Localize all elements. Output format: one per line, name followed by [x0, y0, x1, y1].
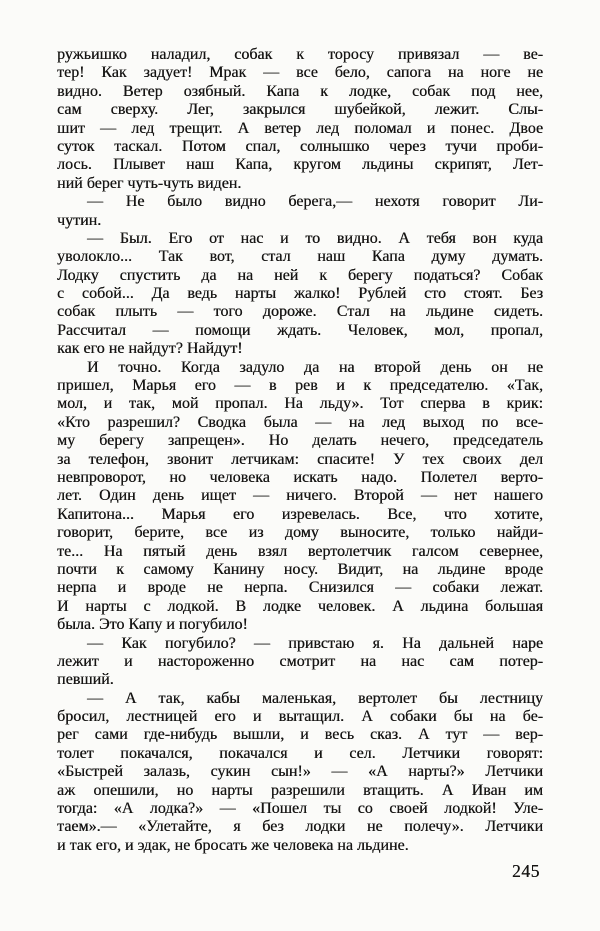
- paragraph: [57, 359, 543, 635]
- page-number: 245: [511, 861, 540, 882]
- text-line: и так его, и эдак, не бросать же человека на льдине.: [57, 836, 409, 854]
- text-line: тогда: «А лодка?» — «Пошел ты со своей лодкой! Уле-: [57, 800, 543, 818]
- text-line: И точно. Когда задуло да на второй день он не: [87, 358, 543, 376]
- text-line: говорит, берите, все из дому выносите, только найди-: [57, 524, 543, 542]
- paragraph: [57, 193, 543, 230]
- text-line: сам сверху. Лег, закрылся шубейкой, лежит. Слы-: [57, 101, 543, 119]
- text-line: ний берег чуть-чуть виден.: [57, 174, 242, 192]
- text-line: «Быстрей залазь, сукин сын!» — «А нарты?» Летчики: [57, 763, 543, 781]
- text-line: уволокло... Так вот, стал наш Капа думу думать.: [57, 248, 543, 266]
- paragraph: [57, 230, 543, 359]
- text-line: шит — лед трещит. А ветер лед поломал и понес. Двое: [57, 119, 543, 137]
- text-line: аж опешили, но нарты разрешили втащить. А Иван им: [57, 781, 543, 799]
- text-line: как его не найдут? Найдут!: [57, 340, 243, 358]
- text-line: за телефон, звонит летчикам: спасите! У тех своих дел: [57, 450, 543, 468]
- text-line: таем».— «Улетайте, я без лодки не полечу». Летчики: [57, 818, 543, 836]
- text-line: нерпа и вроде не нерпа. Снизился — собаки лежат.: [57, 579, 543, 597]
- text-line: мол, и так, мой пропал. На льду». Тот сперва в крик:: [57, 395, 543, 413]
- text-line: видно. Ветер озябный. Капа к лодке, собак под нее,: [57, 82, 543, 100]
- text-line: почти к самому Канину носу. Видит, на льдине вроде: [57, 560, 543, 578]
- text-line: суток таскал. Потом спал, солнышко через тучи проби-: [57, 137, 543, 155]
- text-line: была. Это Капу и погубило!: [57, 616, 248, 634]
- text-line: ружьишко наладил, собак к торосу привязал — ве-: [57, 46, 543, 63]
- text-line: тер! Как задует! Мрак — все бело, сапога на ноге не: [57, 64, 543, 82]
- paragraph: [57, 46, 543, 193]
- text-line: лежит и настороженно смотрит на нас сам потер-: [57, 652, 543, 670]
- text-line: рег сами где-нибудь вышли, и весь сказ. А тут — вер-: [57, 726, 543, 744]
- text-line: — Как погубило? — привстаю я. На дальней наре: [87, 634, 543, 652]
- text-line: те... На пятый день взял вертолетчик галсом севернее,: [57, 542, 543, 560]
- text-line: пришел, Марья его — в рев и к председателю. «Так,: [57, 377, 543, 395]
- text-line: И нарты с лодкой. В лодке человек. А льдина большая: [57, 597, 543, 615]
- text-line: лет. Один день ищет — ничего. Второй — нет нашего: [57, 487, 543, 505]
- page-text: [57, 46, 543, 855]
- paragraph: [57, 635, 543, 690]
- text-line: — Был. Его от нас и то видно. А тебя вон куда: [87, 229, 543, 247]
- text-line: Рассчитал — помощи ждать. Человек, мол, пропал,: [57, 321, 543, 339]
- text-line: собак плыть — того дороже. Стал на льдине сидеть.: [57, 303, 543, 321]
- text-line: лось. Плывет наш Капа, кругом льдины скрипят, Лет-: [57, 156, 543, 174]
- text-line: толет покачался, покачался и сел. Летчики говорят:: [57, 744, 543, 762]
- text-line: певший.: [57, 671, 114, 689]
- text-line: чутин.: [57, 211, 102, 229]
- paragraph: [57, 690, 543, 856]
- text-line: — А так, кабы маленькая, вертолет бы лестницу: [87, 689, 543, 707]
- text-line: с собой... Да ведь нарты жалко! Рублей сто стоят. Без: [57, 285, 543, 303]
- text-line: — Не было видно берега,— нехотя говорит Ли-: [87, 193, 543, 211]
- text-line: бросил, лестницей его и вытащил. А собаки бы на бе-: [57, 708, 543, 726]
- text-line: невпроворот, но человека искать надо. Полетел верто-: [57, 468, 543, 486]
- text-line: Лодку спустить да на ней к берегу податься? Собак: [57, 266, 543, 284]
- text-line: «Кто разрешил? Сводка была — на лед выход по все-: [57, 413, 543, 431]
- text-line: Капитона... Марья его изревелась. Все, что хотите,: [57, 505, 543, 523]
- text-line: му берегу запрещен». Но делать нечего, председатель: [57, 432, 543, 450]
